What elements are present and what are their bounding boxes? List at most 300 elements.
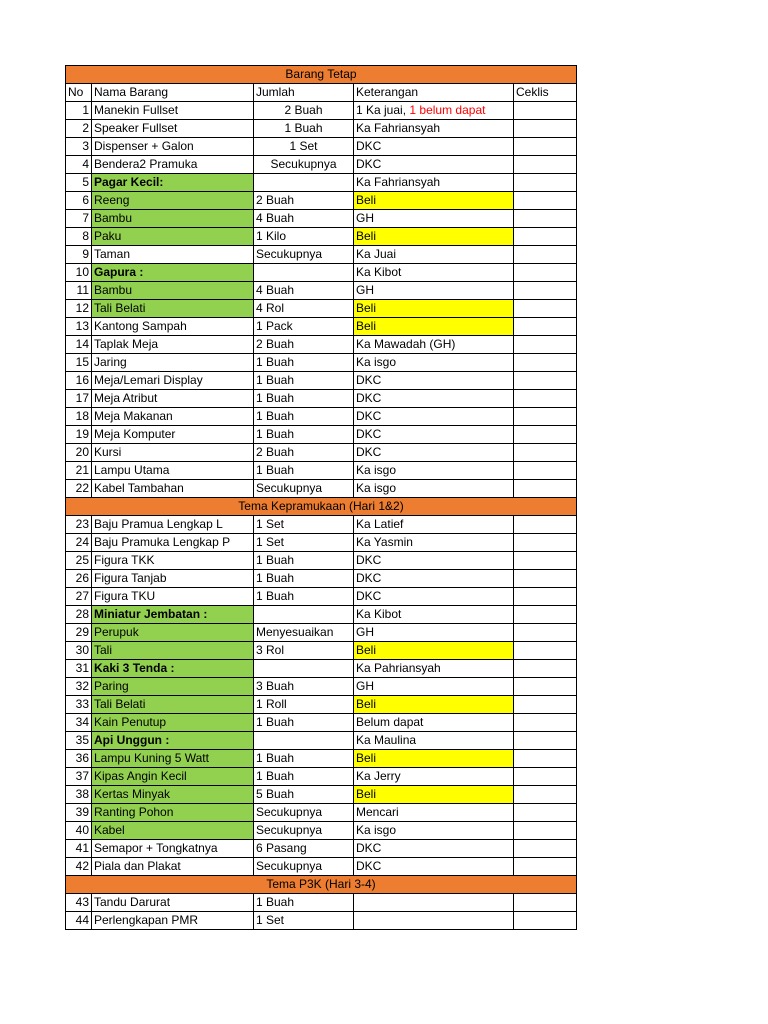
row-number: 42 — [66, 858, 92, 876]
item-checkbox-cell[interactable] — [514, 894, 577, 912]
item-quantity[interactable]: 4 Rol — [254, 300, 354, 318]
item-name[interactable]: Kain Penutup — [92, 714, 254, 732]
row-number: 24 — [66, 534, 92, 552]
row-number: 25 — [66, 552, 92, 570]
item-note-text: DKC — [356, 157, 382, 171]
item-note[interactable] — [354, 858, 514, 876]
row-number: 12 — [66, 300, 92, 318]
item-checkbox-cell[interactable] — [514, 570, 577, 588]
item-name[interactable]: Kabel Tambahan — [92, 480, 254, 498]
item-note-warning: 1 belum dapat — [409, 103, 486, 117]
item-name[interactable]: Meja Komputer — [92, 426, 254, 444]
item-name[interactable]: Tali — [92, 642, 254, 660]
item-quantity[interactable] — [254, 732, 354, 750]
section-header-row — [66, 876, 577, 894]
item-name[interactable]: Kertas Minyak — [92, 786, 254, 804]
item-note-text: Beli — [356, 193, 377, 207]
table-row — [66, 174, 577, 192]
item-quantity[interactable] — [254, 660, 354, 678]
item-checkbox-cell[interactable] — [514, 228, 577, 246]
item-note[interactable] — [354, 570, 514, 588]
item-note[interactable] — [354, 264, 514, 282]
item-checkbox-cell[interactable] — [514, 624, 577, 642]
row-number: 11 — [66, 282, 92, 300]
item-quantity[interactable]: Menyesuaikan — [254, 624, 354, 642]
item-quantity[interactable]: 3 Rol — [254, 642, 354, 660]
item-note[interactable] — [354, 300, 514, 318]
item-note-text: Ka isgo — [356, 823, 397, 837]
table-row — [66, 246, 577, 264]
item-quantity[interactable]: Secukupnya — [254, 156, 354, 174]
item-name[interactable]: Figura TKK — [92, 552, 254, 570]
table-row — [66, 642, 577, 660]
item-checkbox-cell[interactable] — [514, 696, 577, 714]
section-header-row — [66, 66, 577, 84]
item-quantity[interactable]: 1 Buah — [254, 462, 354, 480]
row-number: 26 — [66, 570, 92, 588]
item-checkbox-cell[interactable] — [514, 822, 577, 840]
row-number: 44 — [66, 912, 92, 930]
item-note[interactable] — [354, 156, 514, 174]
column-header-row — [66, 84, 577, 102]
item-checkbox-cell[interactable] — [514, 804, 577, 822]
row-number: 30 — [66, 642, 92, 660]
table-row — [66, 588, 577, 606]
item-checkbox-cell[interactable] — [514, 732, 577, 750]
item-quantity[interactable]: 1 Pack — [254, 318, 354, 336]
item-note-text: Ka isgo — [356, 481, 397, 495]
item-checkbox-cell[interactable] — [514, 246, 577, 264]
item-quantity[interactable]: 1 Kilo — [254, 228, 354, 246]
item-note-text: Ka isgo — [356, 463, 397, 477]
item-note-text: Ka Kibot — [356, 265, 402, 279]
table-row — [66, 336, 577, 354]
item-checkbox-cell[interactable] — [514, 840, 577, 858]
row-number: 6 — [66, 192, 92, 210]
item-note[interactable] — [354, 480, 514, 498]
table-row — [66, 732, 577, 750]
item-note[interactable] — [354, 390, 514, 408]
table-row — [66, 156, 577, 174]
table-row — [66, 606, 577, 624]
row-number: 32 — [66, 678, 92, 696]
row-number: 17 — [66, 390, 92, 408]
item-name[interactable]: Lampu Kuning 5 Watt — [92, 750, 254, 768]
table-row — [66, 714, 577, 732]
item-note[interactable] — [354, 102, 514, 120]
item-name[interactable]: Manekin Fullset — [92, 102, 254, 120]
item-note[interactable] — [354, 246, 514, 264]
item-quantity[interactable]: 1 Set — [254, 912, 354, 930]
row-number: 19 — [66, 426, 92, 444]
item-note-text: GH — [356, 679, 374, 693]
row-number: 5 — [66, 174, 92, 192]
item-checkbox-cell[interactable] — [514, 480, 577, 498]
item-checkbox-cell[interactable] — [514, 462, 577, 480]
item-note-text: GH — [356, 211, 374, 225]
item-quantity[interactable]: 1 Buah — [254, 552, 354, 570]
item-note[interactable] — [354, 426, 514, 444]
item-quantity[interactable]: Secukupnya — [254, 480, 354, 498]
item-name[interactable]: Bambu — [92, 210, 254, 228]
item-note[interactable] — [354, 678, 514, 696]
item-name[interactable]: Piala dan Plakat — [92, 858, 254, 876]
row-number: 33 — [66, 696, 92, 714]
row-number: 4 — [66, 156, 92, 174]
item-checkbox-cell[interactable] — [514, 102, 577, 120]
item-note[interactable] — [354, 894, 514, 912]
section-title: Barang Tetap — [66, 66, 577, 84]
item-note[interactable] — [354, 354, 514, 372]
item-checkbox-cell[interactable] — [514, 534, 577, 552]
item-quantity[interactable]: 1 Buah — [254, 570, 354, 588]
item-name[interactable]: Paku — [92, 228, 254, 246]
item-note[interactable] — [354, 408, 514, 426]
item-quantity[interactable]: 1 Roll — [254, 696, 354, 714]
table-row — [66, 138, 577, 156]
item-checkbox-cell[interactable] — [514, 210, 577, 228]
item-note-text: Ka Jerry — [356, 769, 401, 783]
item-note[interactable] — [354, 138, 514, 156]
item-note-text: DKC — [356, 841, 382, 855]
item-name[interactable]: Dispenser + Galon — [92, 138, 254, 156]
row-number: 40 — [66, 822, 92, 840]
item-name[interactable]: Kipas Angin Kecil — [92, 768, 254, 786]
item-name[interactable]: Meja Atribut — [92, 390, 254, 408]
item-quantity[interactable]: 1 Buah — [254, 120, 354, 138]
item-note[interactable] — [354, 606, 514, 624]
row-number: 29 — [66, 624, 92, 642]
row-number: 37 — [66, 768, 92, 786]
item-note[interactable] — [354, 714, 514, 732]
item-note[interactable] — [354, 912, 514, 930]
item-name[interactable]: Baju Pramua Lengkap L — [92, 516, 254, 534]
row-number: 16 — [66, 372, 92, 390]
table-row — [66, 696, 577, 714]
item-checkbox-cell[interactable] — [514, 174, 577, 192]
table-row — [66, 768, 577, 786]
item-note[interactable] — [354, 462, 514, 480]
item-note[interactable] — [354, 120, 514, 138]
item-quantity[interactable]: 2 Buah — [254, 102, 354, 120]
item-note[interactable] — [354, 822, 514, 840]
section-header-row — [66, 498, 577, 516]
item-checkbox-cell[interactable] — [514, 516, 577, 534]
table-row — [66, 570, 577, 588]
item-quantity[interactable]: 1 Buah — [254, 354, 354, 372]
item-name[interactable]: Tali Belati — [92, 696, 254, 714]
table-row — [66, 480, 577, 498]
item-name[interactable]: Pagar Kecil: — [92, 174, 254, 192]
item-quantity[interactable]: 1 Buah — [254, 408, 354, 426]
item-note[interactable] — [354, 804, 514, 822]
item-quantity[interactable]: 4 Buah — [254, 210, 354, 228]
item-note-text: DKC — [356, 427, 382, 441]
item-name[interactable]: Api Unggun : — [92, 732, 254, 750]
item-name[interactable]: Meja/Lemari Display — [92, 372, 254, 390]
item-checkbox-cell[interactable] — [514, 660, 577, 678]
item-note-text: Ka Maulina — [356, 733, 417, 747]
item-checkbox-cell[interactable] — [514, 606, 577, 624]
item-name[interactable]: Tali Belati — [92, 300, 254, 318]
row-number: 35 — [66, 732, 92, 750]
item-checkbox-cell[interactable] — [514, 264, 577, 282]
item-name[interactable]: Ranting Pohon — [92, 804, 254, 822]
row-number: 43 — [66, 894, 92, 912]
item-note-text: Ka Yasmin — [356, 535, 413, 549]
table-row — [66, 318, 577, 336]
item-name[interactable]: Speaker Fullset — [92, 120, 254, 138]
table-row — [66, 840, 577, 858]
table-row — [66, 912, 577, 930]
item-name[interactable]: Bambu — [92, 282, 254, 300]
item-note-text: Mencari — [356, 805, 399, 819]
item-note-text: Beli — [356, 229, 377, 243]
row-number: 38 — [66, 786, 92, 804]
table-row — [66, 534, 577, 552]
row-number: 8 — [66, 228, 92, 246]
item-quantity[interactable]: 5 Buah — [254, 786, 354, 804]
item-note-text: Ka Pahriansyah — [356, 661, 441, 675]
item-note[interactable] — [354, 174, 514, 192]
item-checkbox-cell[interactable] — [514, 858, 577, 876]
item-checkbox-cell[interactable] — [514, 372, 577, 390]
item-checkbox-cell[interactable] — [514, 750, 577, 768]
header-jumlah: Jumlah — [254, 84, 354, 102]
item-checkbox-cell[interactable] — [514, 912, 577, 930]
table-row — [66, 210, 577, 228]
item-note[interactable] — [354, 624, 514, 642]
table-row — [66, 786, 577, 804]
table-row — [66, 228, 577, 246]
item-note-text: Beli — [356, 301, 377, 315]
item-note-text: DKC — [356, 859, 382, 873]
table-row — [66, 426, 577, 444]
row-number: 18 — [66, 408, 92, 426]
item-name[interactable]: Lampu Utama — [92, 462, 254, 480]
item-quantity[interactable] — [254, 174, 354, 192]
item-note[interactable] — [354, 552, 514, 570]
row-number: 20 — [66, 444, 92, 462]
item-note-text: Beli — [356, 319, 377, 333]
table-row — [66, 516, 577, 534]
item-checkbox-cell[interactable] — [514, 426, 577, 444]
item-quantity[interactable] — [254, 606, 354, 624]
item-note-text: Ka Fahriansyah — [356, 121, 441, 135]
item-checkbox-cell[interactable] — [514, 156, 577, 174]
item-name[interactable]: Kursi — [92, 444, 254, 462]
item-note-text: DKC — [356, 391, 382, 405]
item-checkbox-cell[interactable] — [514, 444, 577, 462]
item-quantity[interactable]: Secukupnya — [254, 246, 354, 264]
item-checkbox-cell[interactable] — [514, 390, 577, 408]
item-quantity[interactable]: 1 Buah — [254, 372, 354, 390]
item-quantity[interactable]: 1 Buah — [254, 714, 354, 732]
item-quantity[interactable]: 1 Set — [254, 138, 354, 156]
item-note-text: Belum dapat — [356, 715, 424, 729]
row-number: 7 — [66, 210, 92, 228]
item-quantity[interactable]: 2 Buah — [254, 444, 354, 462]
item-note-text: DKC — [356, 373, 382, 387]
item-note[interactable] — [354, 372, 514, 390]
table-row — [66, 804, 577, 822]
item-quantity[interactable]: 1 Buah — [254, 768, 354, 786]
table-row — [66, 390, 577, 408]
table-row — [66, 372, 577, 390]
item-note-text: Beli — [356, 643, 377, 657]
item-name[interactable]: Tandu Darurat — [92, 894, 254, 912]
item-note[interactable] — [354, 588, 514, 606]
table-row — [66, 408, 577, 426]
item-checkbox-cell[interactable] — [514, 408, 577, 426]
item-checkbox-cell[interactable] — [514, 768, 577, 786]
item-checkbox-cell[interactable] — [514, 282, 577, 300]
table-row — [66, 462, 577, 480]
item-note[interactable] — [354, 534, 514, 552]
item-note[interactable] — [354, 228, 514, 246]
item-name[interactable]: Taman — [92, 246, 254, 264]
item-quantity[interactable]: 2 Buah — [254, 336, 354, 354]
item-note[interactable] — [354, 750, 514, 768]
item-note[interactable] — [354, 444, 514, 462]
table-row — [66, 552, 577, 570]
item-quantity[interactable]: Secukupnya — [254, 804, 354, 822]
item-name[interactable]: Taplak Meja — [92, 336, 254, 354]
item-quantity[interactable]: 4 Buah — [254, 282, 354, 300]
item-quantity[interactable] — [254, 264, 354, 282]
item-quantity[interactable]: Secukupnya — [254, 822, 354, 840]
item-name[interactable]: Perupuk — [92, 624, 254, 642]
item-checkbox-cell[interactable] — [514, 300, 577, 318]
item-name[interactable]: Kabel — [92, 822, 254, 840]
item-note[interactable] — [354, 786, 514, 804]
item-name[interactable]: Bendera2 Pramuka — [92, 156, 254, 174]
item-note-text: Beli — [356, 751, 377, 765]
table-row — [66, 750, 577, 768]
table-row — [66, 120, 577, 138]
row-number: 28 — [66, 606, 92, 624]
item-name[interactable]: Miniatur Jembatan : — [92, 606, 254, 624]
item-name[interactable]: Paring — [92, 678, 254, 696]
sheet-body — [66, 66, 577, 930]
item-name[interactable]: Figura TKU — [92, 588, 254, 606]
row-number: 14 — [66, 336, 92, 354]
table-row — [66, 354, 577, 372]
table-row — [66, 894, 577, 912]
item-note[interactable] — [354, 282, 514, 300]
item-checkbox-cell[interactable] — [514, 588, 577, 606]
item-note-text: Ka isgo — [356, 355, 397, 369]
item-note[interactable] — [354, 192, 514, 210]
item-name[interactable]: Kantong Sampah — [92, 318, 254, 336]
row-number: 3 — [66, 138, 92, 156]
item-quantity[interactable]: 3 Buah — [254, 678, 354, 696]
item-checkbox-cell[interactable] — [514, 138, 577, 156]
table-row — [66, 858, 577, 876]
item-quantity[interactable]: 6 Pasang — [254, 840, 354, 858]
item-note[interactable] — [354, 336, 514, 354]
item-quantity[interactable]: 1 Buah — [254, 390, 354, 408]
row-number: 13 — [66, 318, 92, 336]
item-name[interactable]: Perlengkapan PMR — [92, 912, 254, 930]
item-checkbox-cell[interactable] — [514, 192, 577, 210]
item-note[interactable] — [354, 516, 514, 534]
item-name[interactable]: Jaring — [92, 354, 254, 372]
item-checkbox-cell[interactable] — [514, 552, 577, 570]
table-row — [66, 624, 577, 642]
item-checkbox-cell[interactable] — [514, 318, 577, 336]
item-quantity[interactable]: 1 Buah — [254, 426, 354, 444]
item-quantity[interactable]: 1 Buah — [254, 750, 354, 768]
item-note-text: 1 Ka juai, — [356, 103, 407, 117]
table-row — [66, 300, 577, 318]
item-note-text: DKC — [356, 445, 382, 459]
item-name[interactable]: Baju Pramuka Lengkap P — [92, 534, 254, 552]
item-checkbox-cell[interactable] — [514, 714, 577, 732]
row-number: 27 — [66, 588, 92, 606]
row-number: 22 — [66, 480, 92, 498]
table-row — [66, 102, 577, 120]
row-number: 39 — [66, 804, 92, 822]
item-note-text: Ka Fahriansyah — [356, 175, 441, 189]
item-name[interactable]: Reeng — [92, 192, 254, 210]
row-number: 36 — [66, 750, 92, 768]
item-note[interactable] — [354, 768, 514, 786]
item-note-text: Beli — [356, 697, 377, 711]
row-number: 41 — [66, 840, 92, 858]
item-quantity[interactable]: 2 Buah — [254, 192, 354, 210]
row-number: 9 — [66, 246, 92, 264]
item-checkbox-cell[interactable] — [514, 120, 577, 138]
item-name[interactable]: Gapura : — [92, 264, 254, 282]
section-title: Tema P3K (Hari 3-4) — [66, 876, 577, 894]
item-quantity[interactable]: 1 Buah — [254, 588, 354, 606]
item-note-text: DKC — [356, 553, 382, 567]
item-quantity[interactable]: Secukupnya — [254, 858, 354, 876]
item-note-text: Beli — [356, 787, 377, 801]
table-row — [66, 282, 577, 300]
item-name[interactable]: Meja Makanan — [92, 408, 254, 426]
item-note[interactable] — [354, 210, 514, 228]
item-name[interactable]: Semapor + Tongkatnya — [92, 840, 254, 858]
table-row — [66, 660, 577, 678]
item-name[interactable]: Kaki 3 Tenda : — [92, 660, 254, 678]
item-quantity[interactable]: 1 Buah — [254, 894, 354, 912]
item-quantity[interactable]: 1 Set — [254, 516, 354, 534]
item-note[interactable] — [354, 642, 514, 660]
header-ceklis: Ceklis — [514, 84, 577, 102]
item-note[interactable] — [354, 318, 514, 336]
table-row — [66, 264, 577, 282]
item-checkbox-cell[interactable] — [514, 642, 577, 660]
item-note[interactable] — [354, 840, 514, 858]
item-checkbox-cell[interactable] — [514, 678, 577, 696]
row-number: 15 — [66, 354, 92, 372]
item-checkbox-cell[interactable] — [514, 336, 577, 354]
item-name[interactable]: Figura Tanjab — [92, 570, 254, 588]
table-row — [66, 192, 577, 210]
row-number: 23 — [66, 516, 92, 534]
item-note-text: DKC — [356, 589, 382, 603]
item-checkbox-cell[interactable] — [514, 354, 577, 372]
row-number: 2 — [66, 120, 92, 138]
item-quantity[interactable]: 1 Set — [254, 534, 354, 552]
item-note[interactable] — [354, 660, 514, 678]
item-note[interactable] — [354, 732, 514, 750]
header-nama-barang: Nama Barang — [92, 84, 254, 102]
item-note[interactable] — [354, 696, 514, 714]
item-checkbox-cell[interactable] — [514, 786, 577, 804]
